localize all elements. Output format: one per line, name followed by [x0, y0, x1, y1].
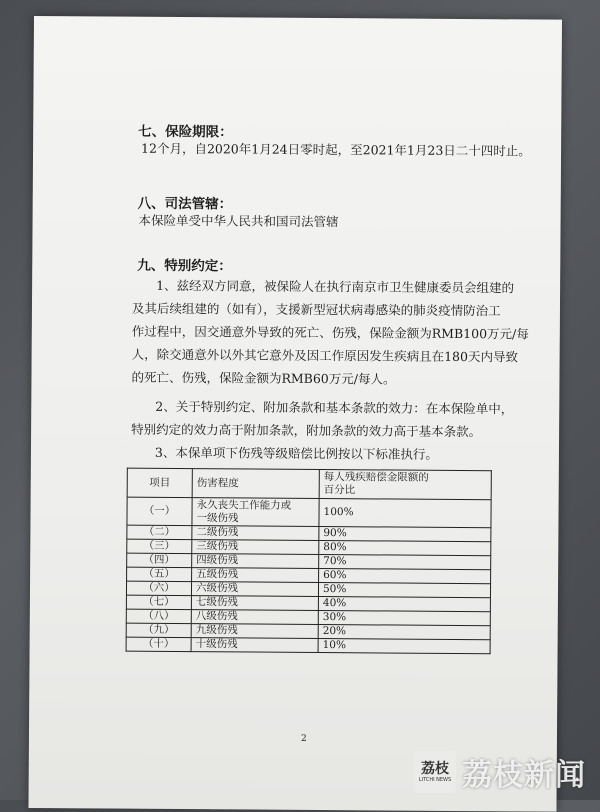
row-item: （一） [127, 497, 192, 525]
row-percent: 60% [319, 569, 491, 584]
row-degree [192, 498, 319, 527]
row-percent: 50% [318, 583, 490, 598]
clause-1-line: 作过程中，因交通意外导致的死亡、伤残，保险金额为RMB100万元/每 [131, 323, 529, 342]
table-row [126, 637, 490, 654]
header-percent [319, 470, 491, 500]
row-degree: 五级伤残 [192, 568, 319, 583]
page-number: 2 [300, 733, 307, 744]
section-8-text: 本保险单受中华人民共和国司法管辖 [138, 212, 339, 230]
row-percent: 10% [318, 638, 490, 653]
row-item: （九） [126, 623, 191, 637]
row-item: （三） [127, 539, 192, 553]
row-item: （八） [126, 609, 191, 623]
section-8-title: 八、司法管辖： [137, 195, 233, 213]
row-percent: 40% [318, 597, 490, 612]
row-percent: 100% [319, 499, 491, 528]
row-percent: 70% [319, 555, 491, 570]
logo-big-text: 荔枝 [421, 761, 449, 777]
clause-1-line: 人，除交通意外以外其它意外及因工作原因发生疾病且在180天内导致 [131, 346, 519, 365]
disability-grade-table [126, 468, 492, 655]
header-percent-line2: 百分比 [323, 484, 356, 497]
row-percent: 20% [318, 624, 490, 639]
row-percent: 90% [319, 527, 491, 542]
section-9-title: 九、特别约定： [137, 257, 232, 275]
row-item: （六） [126, 581, 191, 595]
row-degree: 三级伤残 [192, 540, 319, 555]
row-degree: 七级伤残 [191, 596, 318, 611]
clause-1-line: 1、兹经双方同意，被保险人在执行南京市卫生健康委员会组建的 [156, 277, 515, 296]
section-7-title: 七、保险期限： [138, 123, 233, 141]
header-degree: 伤害程度 [192, 469, 319, 499]
litchi-news-logo-icon [414, 751, 456, 793]
section-7-text: 12个月，自2020年1月24日零时起，至2021年1月23日二十四时止。 [141, 140, 531, 159]
table-row [127, 497, 491, 528]
header-item: 项目 [127, 468, 192, 497]
row-degree: 九级伤残 [191, 624, 318, 639]
table-header-row [127, 468, 491, 500]
row-degree: 八级伤残 [191, 610, 318, 625]
row-percent: 30% [318, 610, 490, 625]
row-item: （四） [127, 553, 192, 567]
row-degree: 四级伤残 [192, 554, 319, 569]
row-degree-line1: 永久丧失工作能力或 [196, 498, 292, 512]
clause-1-line: 及其后续组建的（如有），支援新型冠状病毒感染的肺炎疫情防治工 [131, 300, 501, 319]
row-degree: 十级伤残 [191, 638, 318, 653]
row-item: （二） [127, 525, 192, 539]
logo-small-text: LITCHI NEWS [418, 777, 452, 783]
row-degree: 六级伤残 [191, 582, 318, 597]
row-item: （十） [126, 637, 191, 651]
clause-2-line: 特别约定的效力高于附加条款，附加条款的效力高于基本条款。 [131, 421, 482, 440]
document-page [28, 16, 562, 812]
row-degree-line2: 一级伤残 [196, 511, 239, 524]
clause-1-line: 的死亡、伤残，保险金额为RMB60万元/每人。 [131, 369, 396, 387]
watermark [414, 750, 586, 794]
watermark-text: 荔枝新闻 [462, 758, 586, 793]
special-clause-3: 3、本保单项下伤残等级赔偿比例按以下标准执行。 [154, 444, 438, 462]
clause-2-line: 2、关于特别约定、附加条款和基本条款的效力：在本保险单中， [155, 398, 514, 417]
row-item: （五） [127, 567, 192, 581]
row-item: （七） [126, 595, 191, 609]
row-percent: 80% [319, 541, 491, 556]
header-percent-line1: 每人残疾赔偿金限额的 [323, 471, 429, 484]
row-degree: 二级伤残 [192, 526, 319, 541]
